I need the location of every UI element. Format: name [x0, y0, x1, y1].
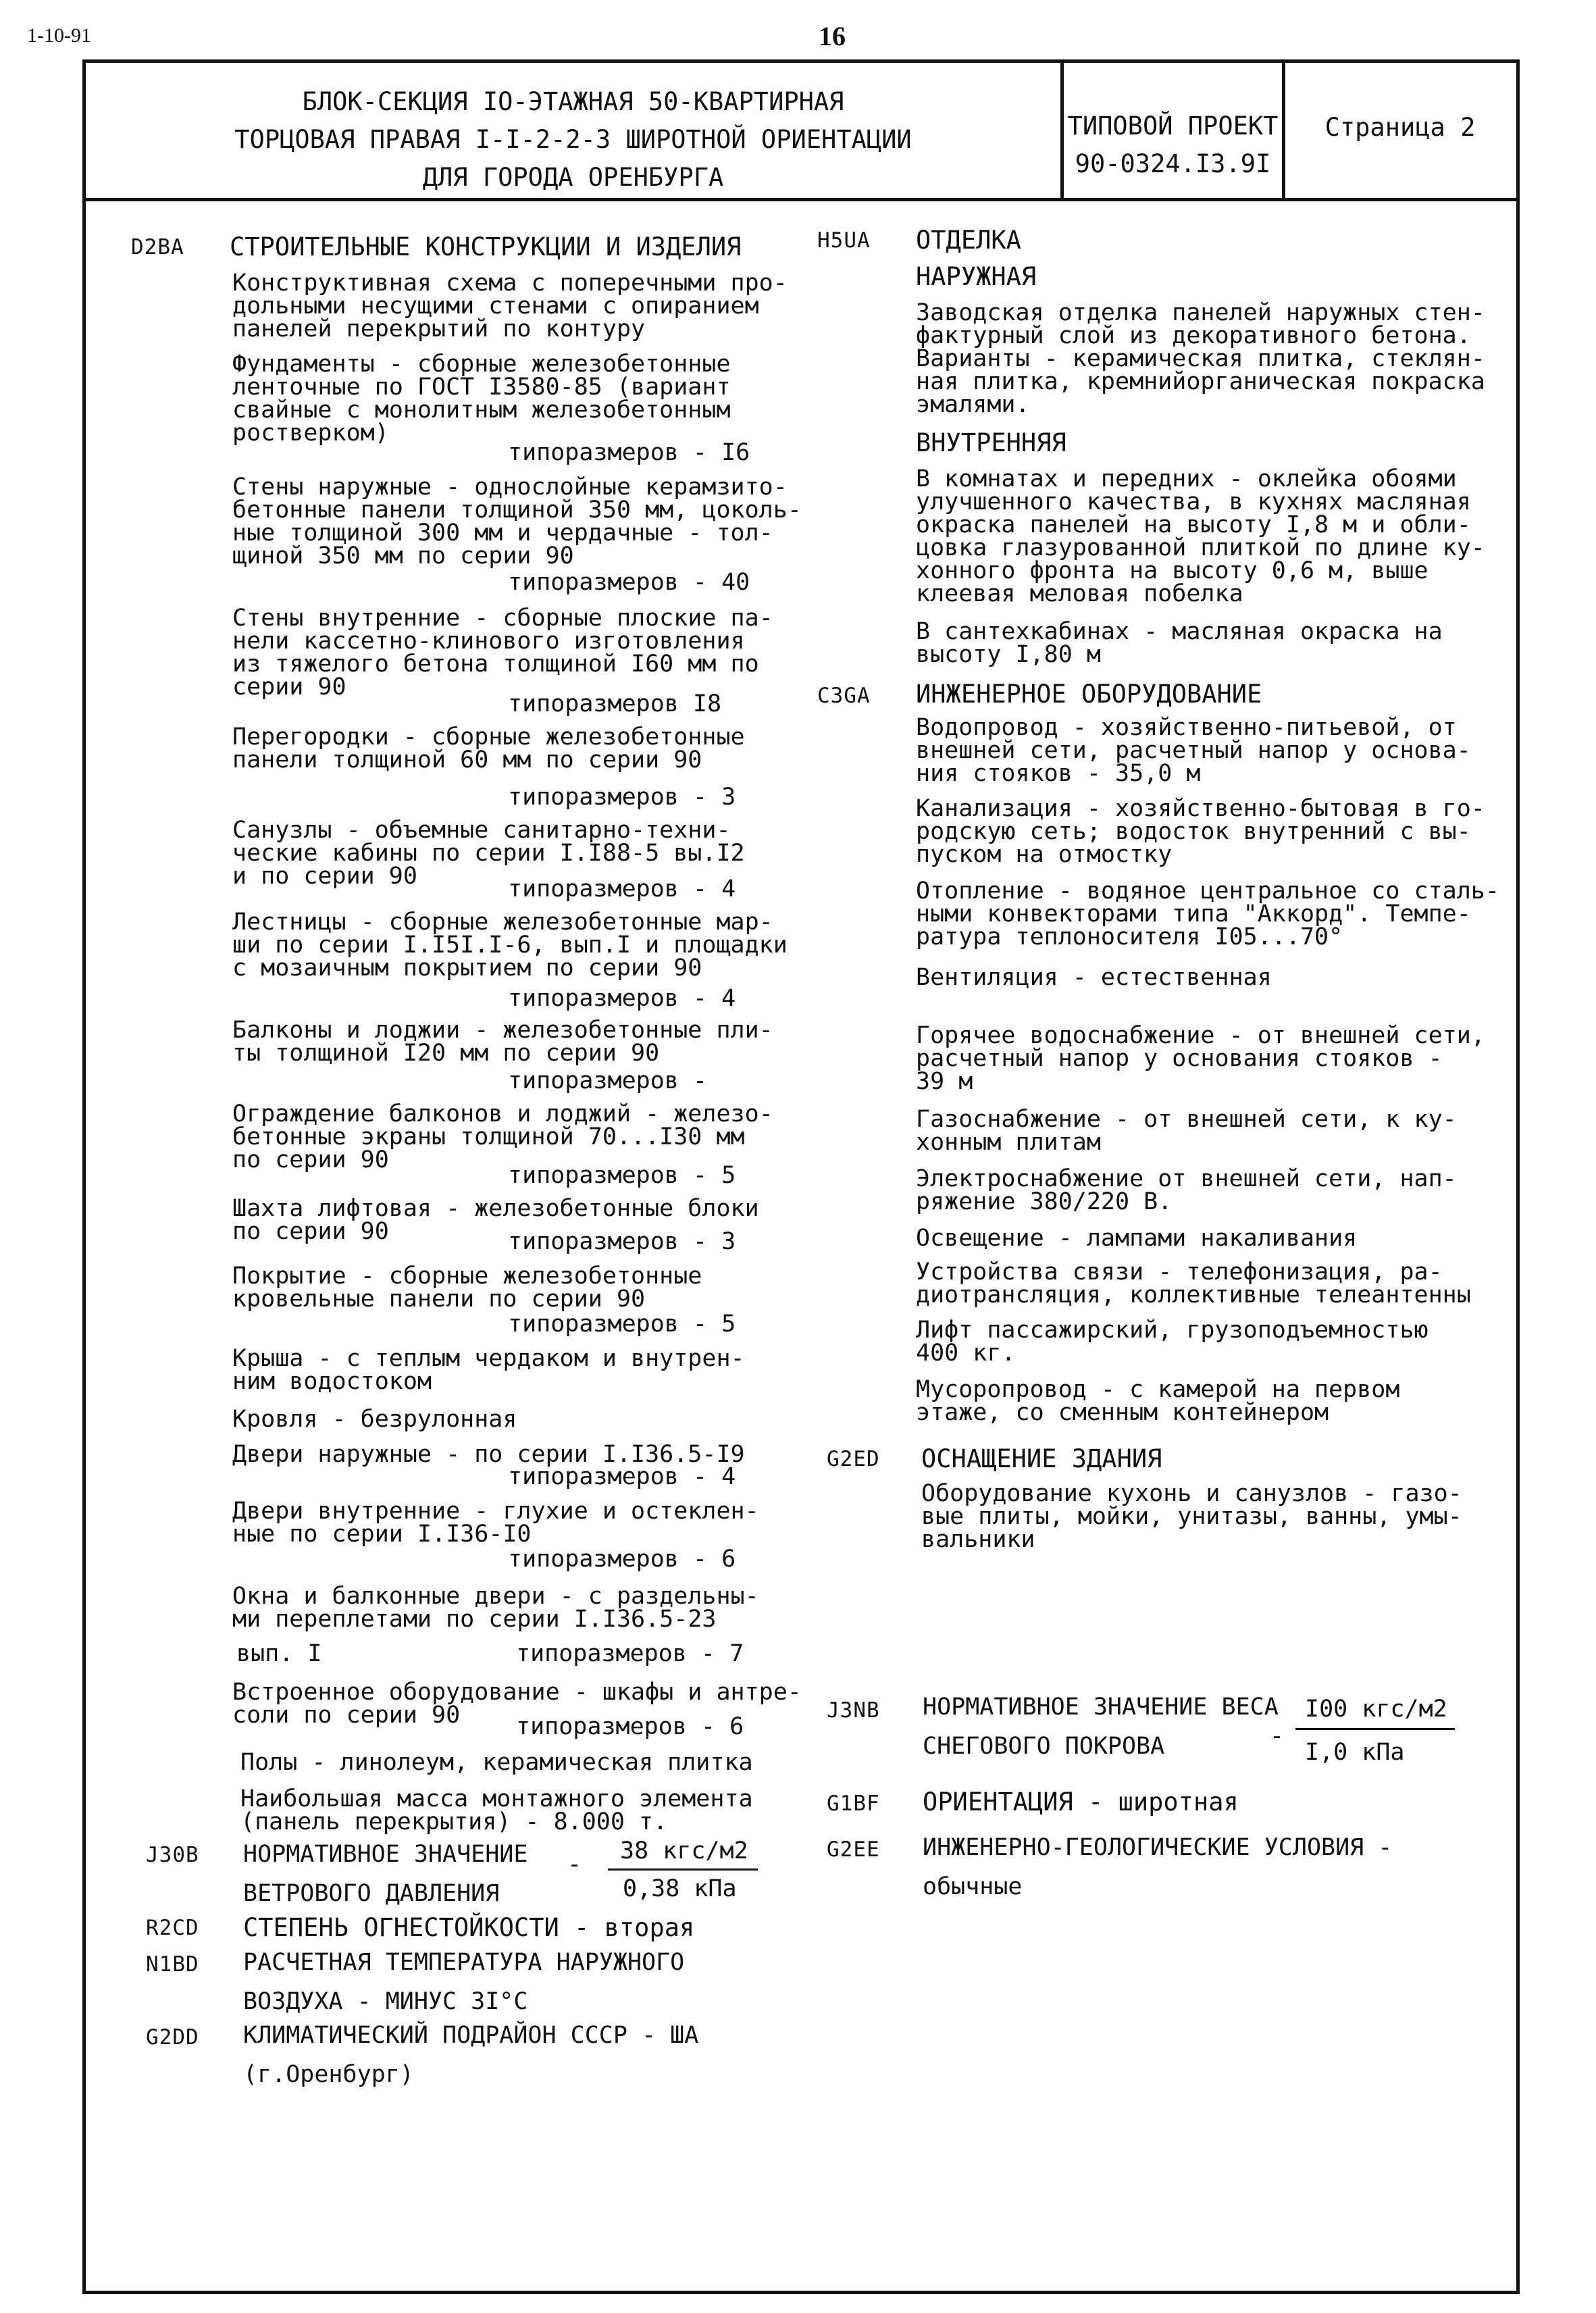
floors: Полы - линолеум, керамическая плитка: [240, 1749, 753, 1776]
design-temperature: РАСЧЕТНАЯ ТЕМПЕРАТУРА НАРУЖНОГО ВОЗДУХА - МИНУС 3I°С: [243, 1949, 685, 2015]
wind-fraction-bar: [608, 1869, 758, 1871]
inner-walls-count: типоразмеров I8: [508, 690, 722, 717]
inner-doors: Двери внутренние - глухие и остеклен- ные по серии I.I36-I0: [232, 1498, 759, 1548]
sheet-label: Страница 2: [1324, 113, 1476, 142]
snow-value-kpa: I,0 кПа: [1305, 1739, 1405, 1766]
geology-code: G2EE: [827, 1837, 880, 1862]
hot-water: Горячее водоснабжение - от внешней сети, расчетный напор у основания стояков - 39 м: [916, 1022, 1485, 1095]
inner-doors-count: типоразмеров - 6: [508, 1546, 736, 1573]
climate-code: G2DD: [146, 2025, 199, 2050]
windows: Окна и балконные двери - с раздельны- ми переплетами по серии I.I36.5-23: [232, 1583, 759, 1633]
snow-dash: -: [1270, 1723, 1285, 1750]
built-in-equipment: Встроенное оборудование - шкафы и антре- соли по серии 90: [232, 1679, 802, 1729]
snow-load-label: НОРМАТИВНОЕ ЗНАЧЕНИЕ ВЕСА СНЕГОВОГО ПОКРОВА: [923, 1694, 1279, 1760]
section-heading: СТРОИТЕЛЬНЫЕ КОНСТРУКЦИИ И ИЗДЕЛИЯ: [230, 232, 742, 261]
inner-finish-heading: ВНУТРЕННЯЯ: [916, 428, 1066, 457]
page-number: 16: [819, 21, 846, 51]
inner-finish-text: В комнатах и передних - оклейка обоями улучшенного качества, в кухнях масляная окраска панелей на высоту I,8 м и обли- цовка глазурованной плиткой по длине ку- хонного фронта на высоту 0,6 м, выше клеевая меловая побелка: [916, 465, 1485, 607]
stairs: Лестницы - сборные железобетонные мар- ши по серии I.I5I.I-6, вып.I и площадки с мозаичным покрытием по серии 90: [232, 909, 788, 982]
balconies-count: типоразмеров -: [508, 1067, 708, 1094]
balcony-railings: Ограждение балконов и лоджий - железо- бетонные экраны толщиной 70...I30 мм по серии 90: [232, 1100, 773, 1173]
roofing-panels-count: типоразмеров - 5: [508, 1311, 736, 1338]
water-supply: Водопровод - хозяйственно-питьевой, от внешней сети, расчетный напор у основа- ния стояков - 35,0 м: [916, 714, 1471, 787]
title-line-1: БЛОК-СЕКЦИЯ IO-ЭТАЖНАЯ 50-КВАРТИРНАЯ: [302, 87, 844, 116]
outer-doors: Двери наружные - по серии I.I36.5-I9: [232, 1441, 745, 1468]
outer-finish-heading: НАРУЖНАЯ: [916, 262, 1037, 291]
wind-value-kgf: 38 кгс/м2: [620, 1837, 748, 1864]
outer-walls-count: типоразмеров - 40: [508, 569, 750, 596]
garbage-chute: Мусоропровод - с камерой на первом этаже, со сменным контейнером: [916, 1376, 1400, 1426]
wind-label: НОРМАТИВНОЕ ЗНАЧЕНИЕ ВЕТРОВОГО ДАВЛЕНИЯ: [243, 1841, 528, 1907]
windows-count: типоразмеров - 7: [516, 1640, 744, 1667]
orientation-code: G1BF: [827, 1791, 880, 1816]
lift-shaft: Шахта лифтовая - железобетонные блоки по серии 90: [232, 1195, 759, 1245]
wind-value-kpa: 0,38 кПа: [623, 1875, 737, 1902]
project-label: ТИПОВОЙ ПРОЕКТ: [1067, 111, 1279, 141]
sewerage: Канализация - хозяйственно-бытовая в го- родскую сеть; водосток внутренний с вы- пуском на отмостку: [916, 795, 1485, 868]
roof: Крыша - с теплым чердаком и внутрен- ним водостоком: [232, 1345, 745, 1395]
gas-supply: Газоснабжение - от внешней сети, к ку- хонным плитам: [916, 1106, 1457, 1156]
title-line-3: ДЛЯ ГОРОДА ОРЕНБУРГА: [422, 163, 724, 192]
finish-heading: ОТДЕЛКА: [916, 226, 1021, 255]
snow-fraction-bar: [1295, 1728, 1455, 1730]
equipment-text: Оборудование кухонь и санузлов - газо- вые плиты, мойки, унитазы, ванны, умы- вальники: [921, 1480, 1462, 1553]
lighting: Освещение - лампами накаливания: [916, 1225, 1358, 1252]
equipment-heading: ОСНАЩЕНИЕ ЗДАНИЯ: [921, 1444, 1162, 1473]
structure-scheme: Конструктивная схема с поперечными про- дольными несущими стенами с опиранием панелей перекрытий по контуру: [232, 270, 788, 342]
foundations: Фундаменты - сборные железобетонные ленточные по ГОСТ I3580-85 (вариант свайные с монолитным железобетонным ростверком): [232, 351, 731, 447]
heating: Отопление - водяное центральное со сталь- ными конвекторами типа "Аккорд". Темпе- ратура теплоносителя I05...70°: [916, 878, 1499, 950]
partitions-count: типоразмеров - 3: [508, 784, 736, 811]
snow-value-kgf: I00 кгс/м2: [1305, 1696, 1447, 1723]
geology-conditions: ИНЖЕНЕРНО-ГЕОЛОГИЧЕСКИЕ УСЛОВИЯ - обычные: [923, 1834, 1393, 1900]
lift-shaft-count: типоразмеров - 3: [508, 1228, 736, 1255]
finish-code: H5UA: [817, 228, 871, 253]
roof-covering: Кровля - безрулонная: [232, 1406, 517, 1433]
ventilation: Вентиляция - естественная: [916, 964, 1272, 991]
title-line-2: ТОРЦОВАЯ ПРАВАЯ I-I-2-2-3 ШИРОТНОЙ ОРИЕНТАЦИИ: [234, 125, 912, 154]
sanitary-units-count: типоразмеров - 4: [508, 875, 736, 903]
balconies: Балконы и лоджии - железобетонные пли- ты толщиной I20 мм по серии 90: [232, 1017, 773, 1067]
project-number: 90-0324.I3.9I: [1075, 149, 1271, 178]
outer-doors-count: типоразмеров - 4: [508, 1463, 736, 1490]
fire-resistance: СТЕПЕНЬ ОГНЕСТОЙКОСТИ - вторая: [243, 1913, 695, 1942]
snow-code: J3NB: [827, 1698, 880, 1723]
communications: Устройства связи - телефонизация, ра- диотрансляция, коллективные телеантенны: [916, 1259, 1471, 1308]
wind-code: J30B: [146, 1843, 199, 1867]
balcony-railings-count: типоразмеров - 5: [508, 1162, 736, 1189]
section-code: D2BA: [131, 235, 184, 259]
passenger-lift: Лифт пассажирский, грузоподъемностью 400 кг.: [916, 1317, 1428, 1367]
outer-finish-text: Заводская отделка панелей наружных стен- фактурный слой из декоративного бетона. Варианты - керамическая плитка, стеклян- ная плитка, кремнийорганическая покраска эмалями.: [916, 299, 1485, 418]
foundations-count: типоразмеров - I6: [508, 439, 750, 466]
sanitary-units: Санузлы - объемные санитарно-техни- ческие кабины по серии I.I88-5 вы.I2 и по серии 90: [232, 817, 745, 890]
engineering-code: C3GA: [817, 684, 871, 708]
inner-walls: Стены внутренние - сборные плоские па- нели кассетно-клинового изготовления из тяжелого бетона толщиной I60 мм по серии 90: [232, 605, 773, 701]
equipment-code: G2ED: [827, 1447, 880, 1471]
climate-subregion: КЛИМАТИЧЕСКИЙ ПОДРАЙОН СССР - ШA (г.Оренбург): [243, 2022, 699, 2088]
outer-walls: Стены наружные - однослойные керамзито- бетонные панели толщиной 350 мм, цоколь- ные толщиной 300 мм и чердачные - тол- щиной 350 мм по серии 90: [232, 474, 802, 569]
roofing-panels: Покрытие - сборные железобетонные кровельные панели по серии 90: [232, 1263, 702, 1313]
fire-code: R2CD: [146, 1916, 199, 1940]
document-code: 1-10-91: [27, 24, 91, 47]
partitions: Перегородки - сборные железобетонные панели толщиной 60 мм по серии 90: [232, 723, 745, 773]
windows-issue: вып. I: [236, 1640, 322, 1667]
built-in-equipment-count: типоразмеров - 6: [516, 1713, 744, 1740]
bathroom-finish-text: В сантехкабинах - масляная окраска на высоту I,80 м: [916, 618, 1443, 668]
wind-dash: -: [567, 1851, 582, 1878]
engineering-heading: ИНЖЕНЕРНОЕ ОБОРУДОВАНИЕ: [916, 680, 1262, 709]
power-supply: Электроснабжение от внешней сети, нап- ряжение 380/220 В.: [916, 1165, 1457, 1215]
orientation: ОРИЕНТАЦИЯ - широтная: [923, 1787, 1239, 1816]
stairs-count: типоразмеров - 4: [508, 985, 736, 1012]
temperature-code: N1BD: [146, 1952, 199, 1977]
max-element-mass: Наибольшая масса монтажного элемента (панель перекрытия) - 8.000 т.: [240, 1785, 753, 1835]
